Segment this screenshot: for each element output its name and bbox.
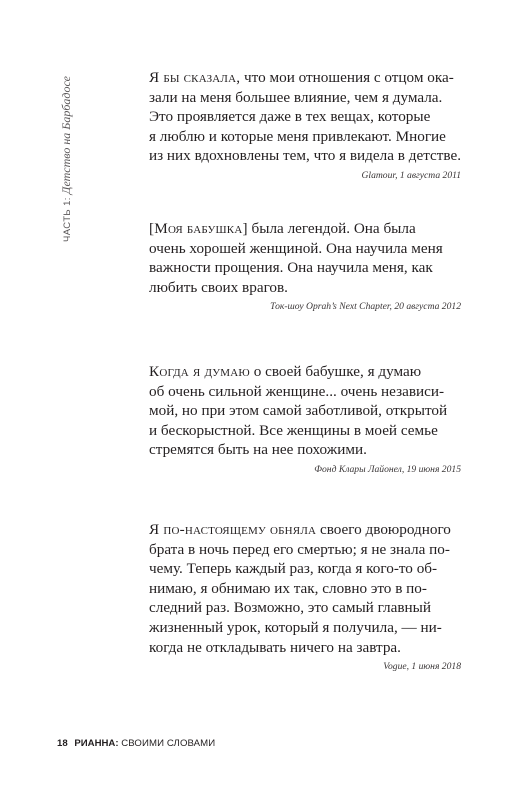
quote-line: когда не откладывать ничего на завтра.	[149, 638, 401, 656]
quote-text	[149, 520, 461, 657]
quote-line: из них вдохновлены тем, что я видела в детстве.	[149, 147, 462, 165]
running-header	[56, 72, 76, 242]
quote-block	[149, 520, 461, 674]
chapter-title: Детство на Барбадосе	[59, 76, 73, 195]
page-number: 18	[57, 738, 68, 749]
quote-line: нимаю, я обнимаю их так, словно это в по-	[149, 579, 427, 597]
quote-lead: Я бы сказала,	[149, 69, 241, 86]
quote-text	[149, 362, 461, 460]
quote-line: своего двоюродного	[316, 521, 451, 538]
quote-lead: Когда я думаю	[149, 363, 250, 380]
quote-line: следний раз. Возможно, это самый главный	[149, 599, 431, 617]
quote-lead: Я по-настоящему обняла	[149, 521, 317, 538]
quote-line: что мои отношения с отцом ока-	[240, 69, 454, 86]
quote-source: Glamour, 1 августа 2011	[361, 169, 461, 181]
quote-line: Это проявляется даже в тех вещах, которые	[149, 108, 431, 126]
quote-line: важности прощения. Она научила меня, как	[149, 259, 433, 277]
quote-line: брата в ночь перед его смертью; я не знала по-	[149, 540, 450, 558]
quote-line: я люблю и которые меня привлекают. Многие	[149, 127, 446, 145]
quote-text	[149, 68, 461, 166]
quote-source: Vogue, 1 июня 2018	[383, 661, 461, 673]
book-name: РИАННА:	[74, 738, 119, 749]
quote-source: Ток-шоу Oprah’s Next Chapter, 20 августа 2012	[270, 301, 461, 313]
quote-line: жизненный урок, который я получила, — ни-	[149, 618, 442, 636]
part-label: ЧАСТЬ 1:	[62, 197, 73, 242]
quote-block	[149, 68, 461, 183]
quote-block	[149, 219, 461, 314]
quote-block	[149, 362, 461, 477]
quote-line: об очень сильной женщине... очень независи-	[149, 382, 445, 400]
page-footer	[57, 738, 215, 749]
quote-line: о своей бабушке, я думаю	[249, 363, 422, 380]
quote-line: любить своих врагов.	[149, 278, 288, 296]
quote-text	[149, 219, 461, 297]
quote-lead: [Моя бабушка]	[149, 220, 248, 237]
quote-line: была легендой. Она была	[247, 220, 416, 237]
quote-line: чему. Теперь каждый раз, когда я кого-то об-	[149, 560, 438, 578]
quote-line: мой, но при этом самой заботливой, открытой	[149, 402, 448, 420]
quote-line: стремятся быть на нее похожими.	[149, 441, 367, 459]
quote-line: очень хорошей женщиной. Она научила меня	[149, 239, 443, 257]
book-subtitle: СВОИМИ СЛОВАМИ	[121, 738, 216, 749]
quote-line: и бескорыстной. Все женщины в моей семье	[149, 421, 438, 439]
quote-line: зали на меня большее влияние, чем я думала.	[149, 88, 443, 106]
quote-source: Фонд Клары Лайонел, 19 июня 2015	[314, 463, 461, 475]
